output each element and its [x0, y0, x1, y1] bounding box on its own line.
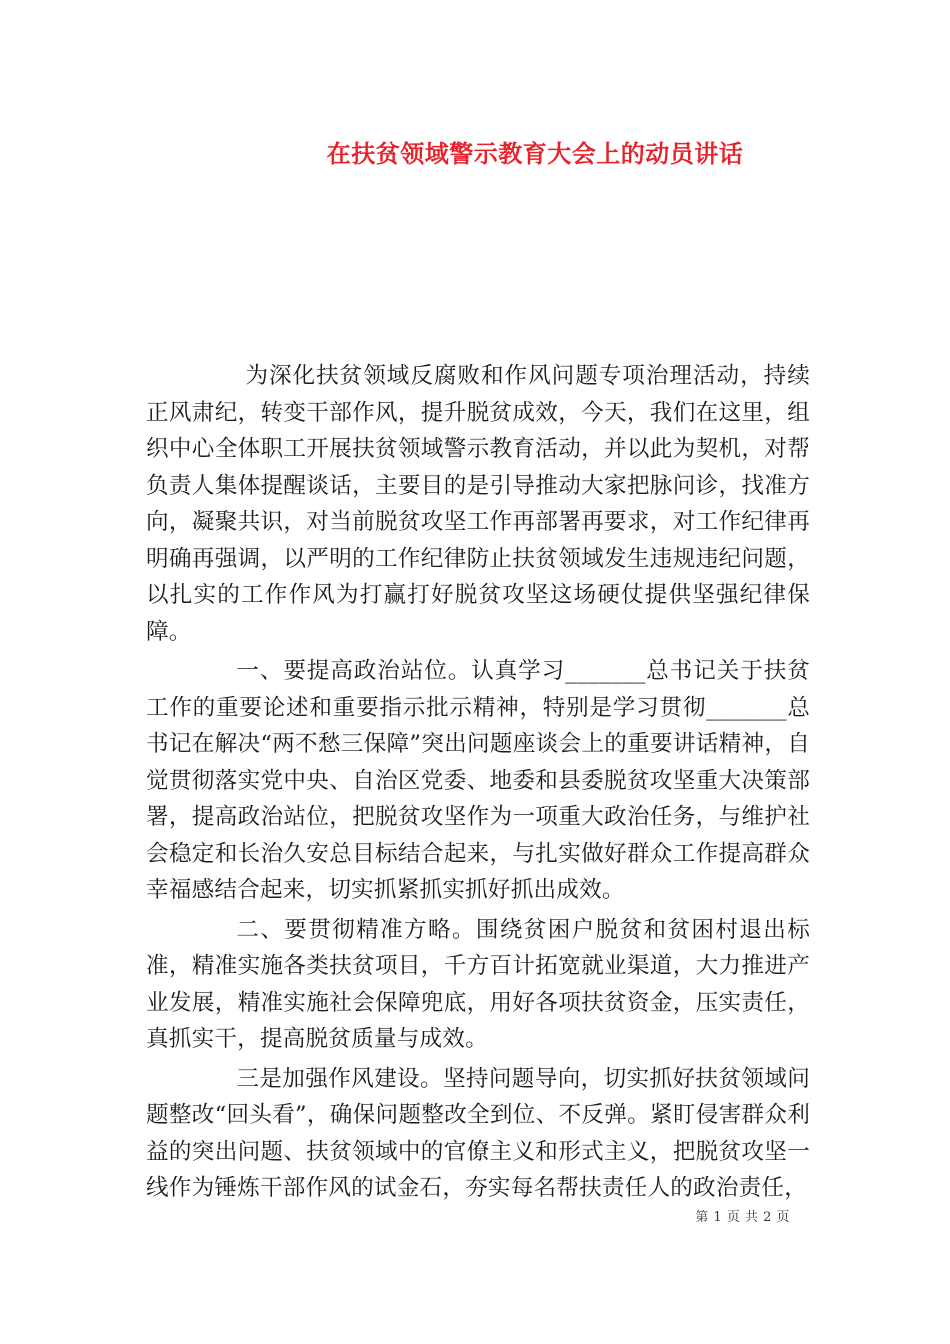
paragraph-section-3: 三是加强作风建设。坚持问题导向，切实抓好扶贫领域问题整改“回头看”，确保问题整改全到位、不反弹。紧盯侵害群众利益的突出问题、扶贫领域中的官僚主义和形式主义，把脱贫攻坚一线作为锤炼干部作风的试金石，夯实每名帮扶责任人的政治责任，: [146, 1065, 810, 1201]
document-title: 在扶贫领域警示教育大会上的动员讲话: [326, 139, 744, 168]
page-number-footer: 第 1 页 共 2 页: [695, 1210, 790, 1225]
document-body: [146, 358, 810, 1207]
paragraph-intro: 为深化扶贫领域反腐败和作风问题专项治理活动，持续正风肃纪，转变干部作风，提升脱贫成效，今天，我们在这里，组织中心全体职工开展扶贫领域警示教育活动，并以此为契机，对帮负责人集体提醒谈话，主要目的是引导推动大家把脉问诊，找准方向，凝聚共识，对当前脱贫攻坚工作再部署再要求，对工作纪律再明确再强调，以严明的工作纪律防止扶贫领域发生违规违纪问题，以扎实的工作作风为打赢打好脱贫攻坚这场硬仗提供坚强纪律保障。: [146, 363, 810, 645]
paragraph-section-1: 一、要提高政治站位。认真学习_______总书记关于扶贫工作的重要论述和重要指示批示精神，特别是学习贯彻_______总书记在解决“两不愁三保障”突出问题座谈会上的重要讲话精神，自觉贯彻落实党中央、自治区党委、地委和县委脱贫攻坚重大决策部署，提高政治站位，把脱贫攻坚作为一项重大政治任务，与维护社会稳定和长治久安总目标结合起来，与扎实做好群众工作提高群众幸福感结合起来，切实抓紧抓实抓好抓出成效。: [146, 658, 810, 903]
paragraph-section-2: 二、要贯彻精准方略。围绕贫困户脱贫和贫困村退出标准，精准实施各类扶贫项目，千方百计拓宽就业渠道，大力推进产业发展，精准实施社会保障兜底，用好各项扶贫资金，压实责任，真抓实干，提高脱贫质量与成效。: [146, 916, 810, 1052]
